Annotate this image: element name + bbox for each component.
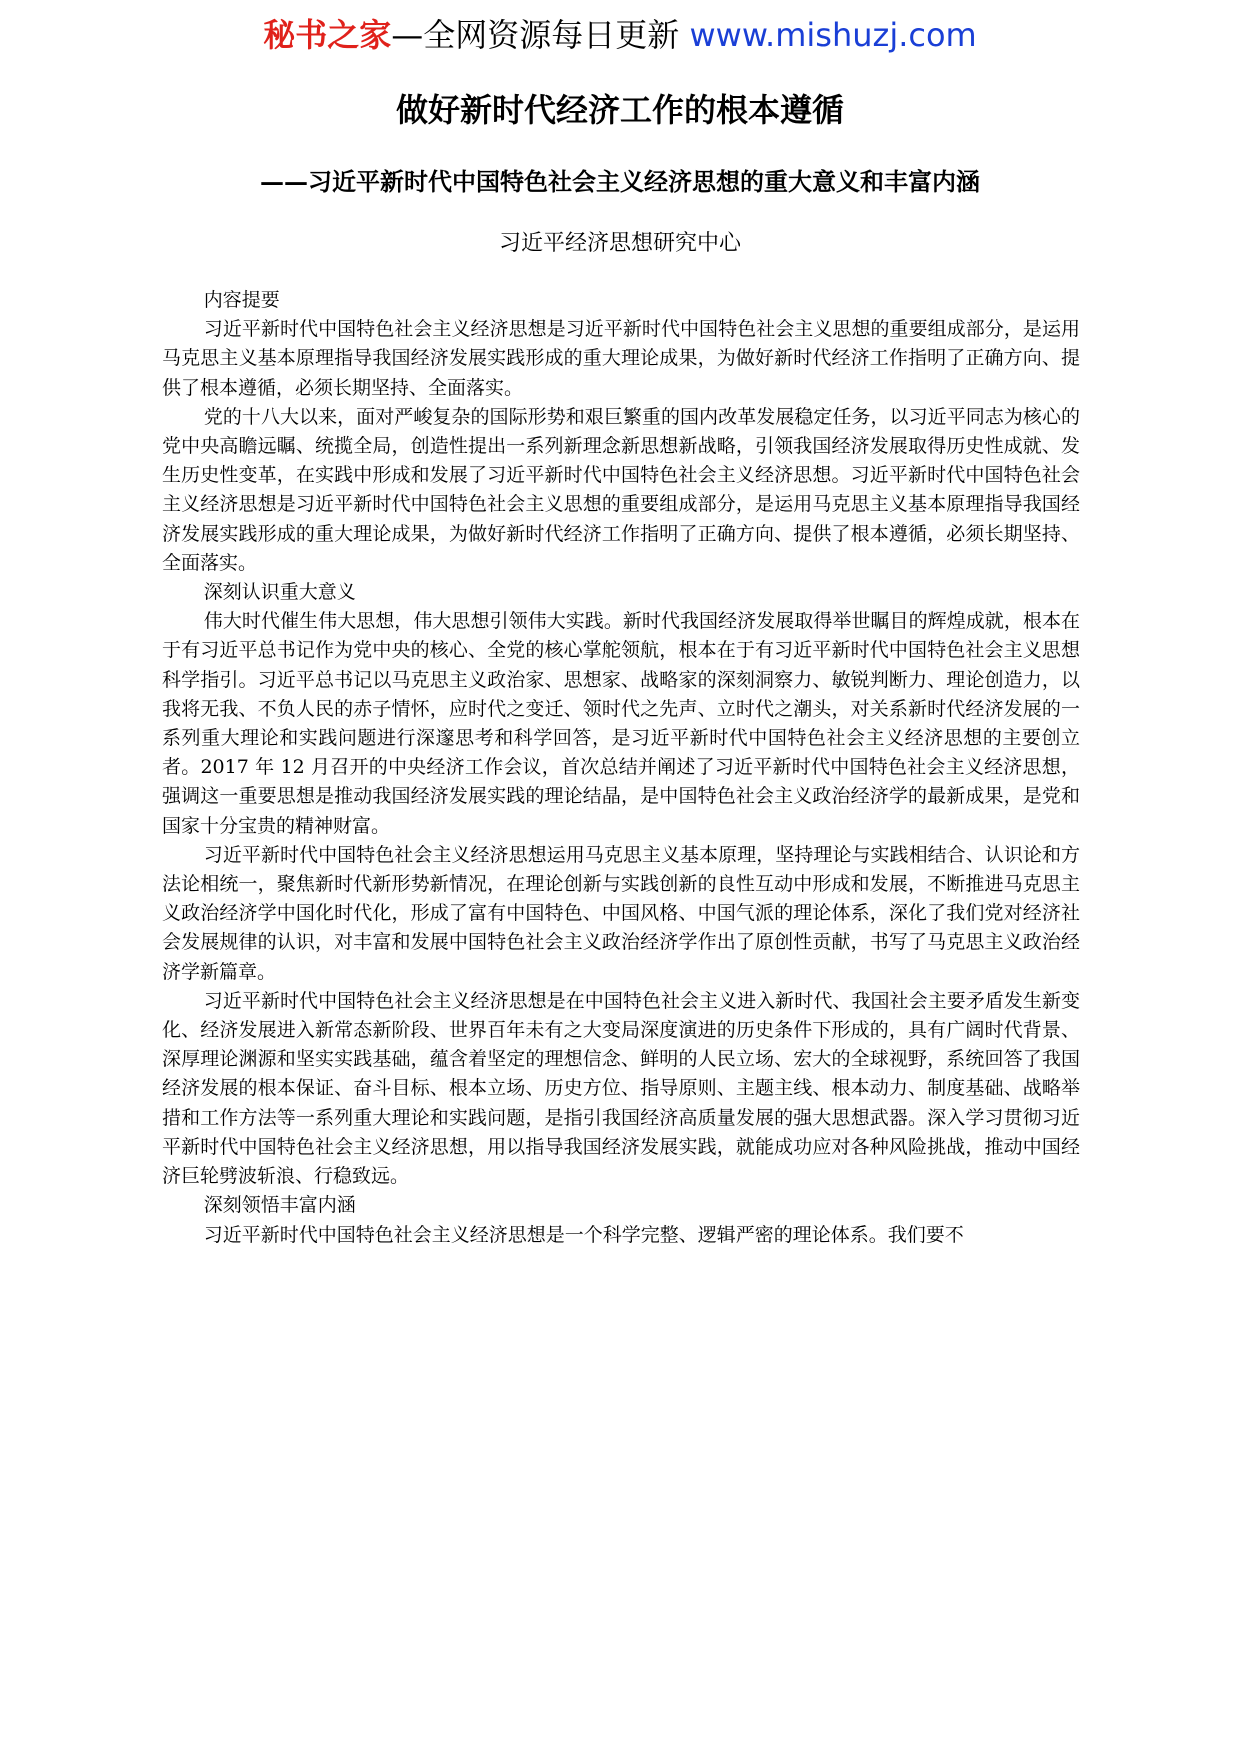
site-brand: 秘书之家 — [263, 16, 392, 54]
body-paragraph: 习近平新时代中国特色社会主义经济思想是一个科学完整、逻辑严密的理论体系。我们要不 — [203, 1223, 964, 1246]
section-heading-connotation: 深刻领悟丰富内涵 — [203, 1194, 356, 1217]
abstract-paragraph: 习近平新时代中国特色社会主义经济思想是习近平新时代中国特色社会主义思想的重要组成部分，是运用马克思主义基本原理指导我国经济发展实践形成的重大理论成果，为做好新时代经济工作指明了正确方向、提供了根本遵循，必须长期坚持、全面落实。 — [162, 318, 1080, 399]
site-url-link[interactable]: www.mishuzj.com — [689, 16, 977, 54]
document-author: 习近平经济思想研究中心 — [498, 231, 741, 256]
document-title: 做好新时代经济工作的根本遵循 — [395, 91, 844, 129]
body-paragraph: 伟大时代催生伟大思想，伟大思想引领伟大实践。新时代我国经济发展取得举世瞩目的辉煌成就，根本在于有习近平总书记作为党中央的核心、全党的核心掌舵领航，根本在于有习近平新时代中国特色社会主义思想科学指引。习近平总书记以马克思主义政治家、思想家、战略家的深刻洞察力、敏锐判断力、理论创造力，以我将无我、不负人民的赤子情怀，应时代之变迁、领时代之先声、立时代之潮头，对关系新时代经济发展的一系列重大理论和实践问题进行深邃思考和科学回答，是习近平新时代中国特色社会主义经济思想的主要创立者。2017 年 12 月召开的中央经济工作会议，首次总结并阐述了习近平新时代中国特色社会主义经济思想，强调这一重要思想是推动我国经济发展实践的理论结晶，是中国特色社会主义政治经济学的最新成果，是党和国家十分宝贵的精神财富。 — [162, 610, 1080, 837]
site-tagline: —全网资源每日更新 — [391, 16, 690, 54]
section-heading-significance: 深刻认识重大意义 — [203, 581, 356, 604]
body-paragraph: 习近平新时代中国特色社会主义经济思想运用马克思主义基本原理，坚持理论与实践相结合、认识论和方法论相统一，聚焦新时代新形势新情况，在理论创新与实践创新的良性互动中形成和发展，不断推进马克思主义政治经济学中国化时代化，形成了富有中国特色、中国风格、中国气派的理论体系，深化了我们党对经济社会发展规律的认识，对丰富和发展中国特色社会主义政治经济学作出了原创性贡献，书写了马克思主义政治经济学新篇章。 — [162, 843, 1080, 983]
site-header-banner — [0, 14, 1240, 56]
body-paragraph: 习近平新时代中国特色社会主义经济思想是在中国特色社会主义进入新时代、我国社会主要矛盾发生新变化、经济发展进入新常态新阶段、世界百年未有之大变局深度演进的历史条件下形成的，具有广阔时代背景、深厚理论渊源和坚实实践基础，蕴含着坚定的理想信念、鲜明的人民立场、宏大的全球视野，系统回答了我国经济发展的根本保证、奋斗目标、根本立场、历史方位、指导原则、主题主线、根本动力、制度基础、战略举措和工作方法等一系列重大理论和实践问题，是指引我国经济高质量发展的强大思想武器。深入学习贯彻习近平新时代中国特色社会主义经济思想，用以指导我国经济发展实践，就能成功应对各种风险挑战，推动中国经济巨轮劈波斩浪、行稳致远。 — [162, 989, 1080, 1188]
document-subtitle: ——习近平新时代中国特色社会主义经济思想的重大意义和丰富内涵 — [260, 167, 980, 196]
intro-paragraph: 党的十八大以来，面对严峻复杂的国际形势和艰巨繁重的国内改革发展稳定任务，以习近平同志为核心的党中央高瞻远瞩、统揽全局，创造性提出一系列新理念新思想新战略，引领我国经济发展取得历史性成就、发生历史性变革，在实践中形成和发展了习近平新时代中国特色社会主义经济思想。习近平新时代中国特色社会主义经济思想是习近平新时代中国特色社会主义思想的重要组成部分，是运用马克思主义基本原理指导我国经济发展实践形成的重大理论成果，为做好新时代经济工作指明了正确方向、提供了根本遵循，必须长期坚持、全面落实。 — [162, 405, 1080, 574]
document-body — [162, 286, 1080, 1250]
abstract-heading: 内容提要 — [203, 289, 280, 311]
